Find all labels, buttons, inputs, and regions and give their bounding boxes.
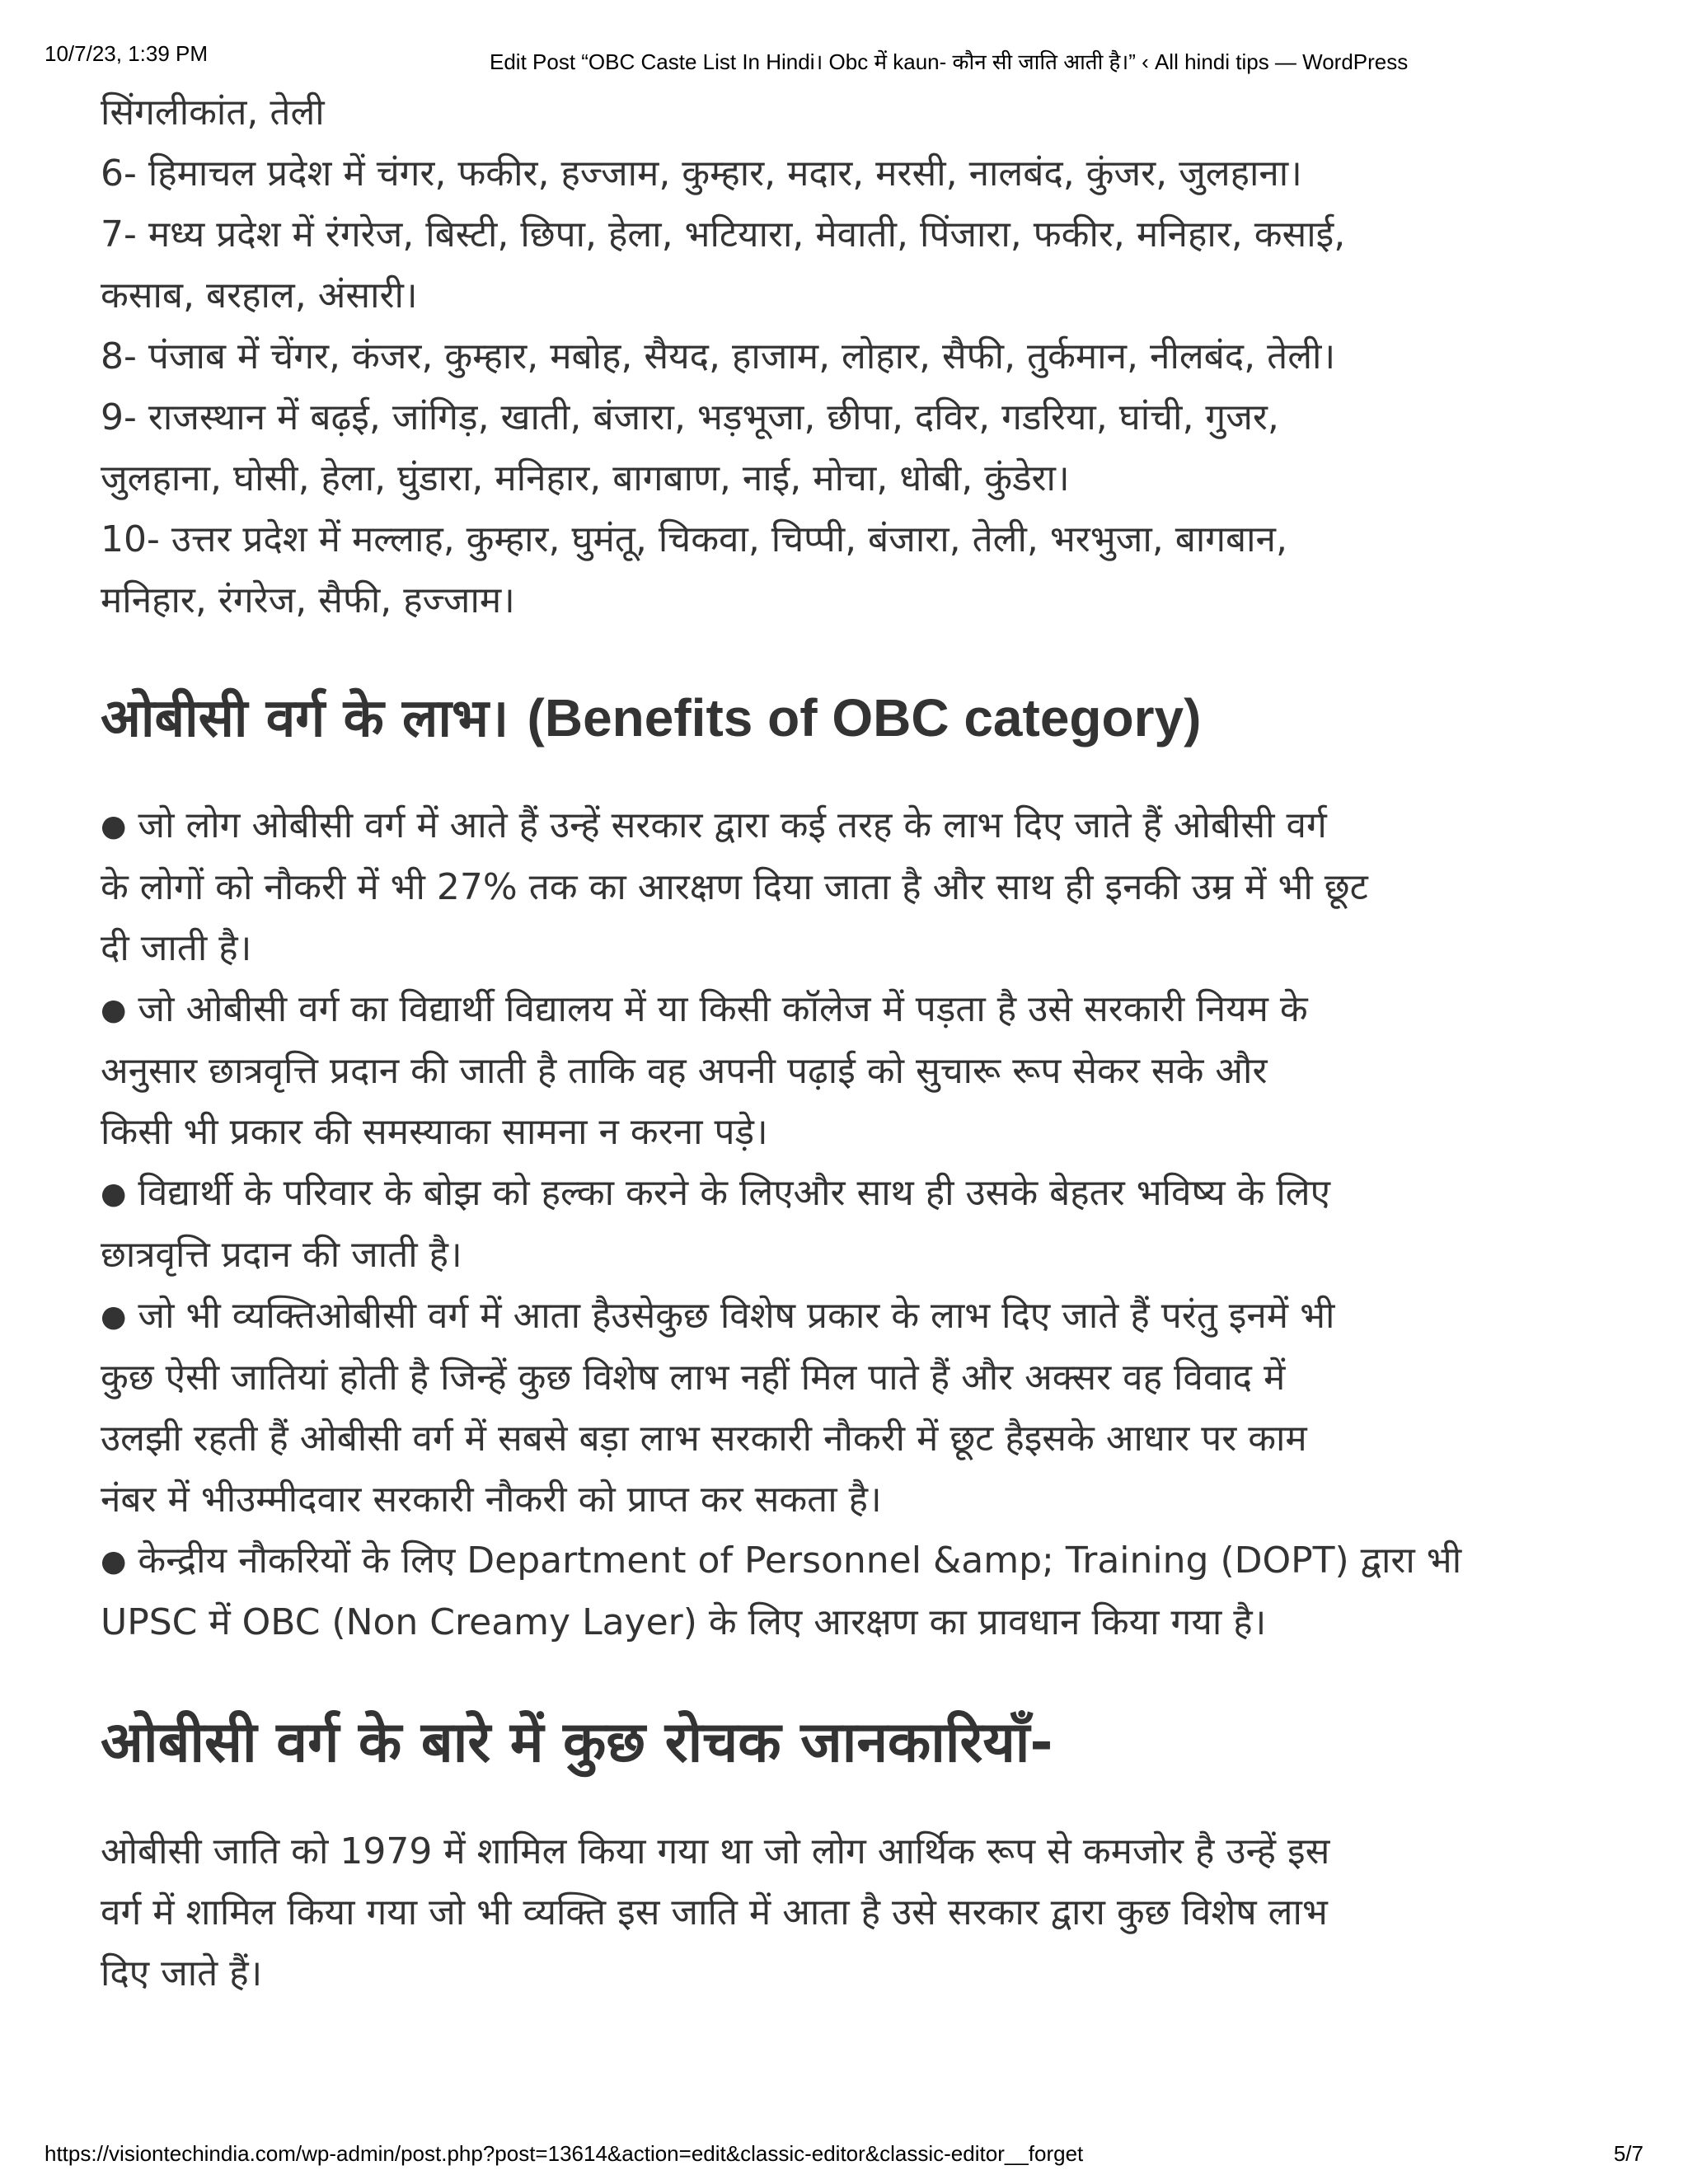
bullet-icon: ● (101, 1300, 127, 1333)
text-line: सिंगलीकांत, तेली (101, 91, 325, 134)
state-caste-list (101, 82, 1617, 631)
text-line: 7- मध्य प्रदेश में रंगरेज, बिस्टी, छिपा, हेला, भटियारा, मेवाती, पिंजारा, फकीर, मनिहार, कसाई, (101, 213, 1346, 255)
text-span: विद्यार्थी के परिवार के बोझ को हल्का करने के लिएऔर साथ ही उसके बेहतर भविष्य के लिए (138, 1172, 1330, 1214)
bullet-icon: ● (101, 993, 127, 1027)
text-line (101, 1286, 1617, 1347)
text-line (101, 1163, 1617, 1225)
text-line: वर्ग में शामिल किया गया जो भी व्यक्ति इस जाति में आता है उसे सरकार द्वारा कुछ विशेष लाभ (101, 1891, 1328, 1933)
text-line (101, 1530, 1617, 1592)
text-line: दिए जाते हैं। (101, 1952, 263, 1994)
text-line: अनुसार छात्रवृत्ति प्रदान की जाती है ताकि वह अपनी पढ़ाई को सुचारू रूप सेकर सके और (101, 1050, 1268, 1092)
list-item (101, 509, 1617, 631)
text-line: जुलहाना, घोसी, हेला, घुंडारा, मनिहार, बागबाण, नाई, मोचा, धोबी, कुंडेरा। (101, 457, 1070, 499)
text-line: ओबीसी जाति को 1979 में शामिल किया गया था जो लोग आर्थिक रूप से कमजोर है उन्हें इस (101, 1830, 1330, 1872)
facts-heading: ओबीसी वर्ग के बारे में कुछ रोचक जानकारियाँ- (101, 1710, 1053, 1775)
list-item (101, 979, 1617, 1163)
text-line (101, 979, 1617, 1041)
benefits-heading-hindi: ओबीसी वर्ग के लाभ। (101, 688, 509, 749)
post-content (101, 82, 1617, 2004)
text-line: नंबर में भीउम्मीदवार सरकारी नौकरी को प्राप्त कर सकता है। (101, 1479, 882, 1521)
list-item (101, 387, 1617, 509)
text-line: 8- पंजाब में चेंगर, कंजर, कुम्हार, मबोह, सैयद, हाजाम, लोहार, सैफी, तुर्कमान, नीलबंद, तेली। (101, 335, 1336, 377)
list-item (101, 204, 1617, 326)
text-line: किसी भी प्रकार की समस्याका सामना न करना पड़े। (101, 1111, 768, 1153)
text-line: कुछ ऐसी जातियां होती है जिन्हें कुछ विशेष लाभ नहीं मिल पाते हैं और अक्सर वह विवाद में (101, 1357, 1286, 1399)
print-header (45, 41, 1643, 74)
bullet-icon: ● (101, 1177, 127, 1211)
list-item (101, 1163, 1617, 1286)
list-item (101, 1530, 1617, 1653)
print-page-title: Edit Post “OBC Caste List In Hindi। Obc में kaun- कौन सी जाति आती है।” ‹ All hindi tips — WordPress (490, 49, 1409, 74)
text-line: 6- हिमाचल प्रदेश में चंगर, फकीर, हज्जाम, कुम्हार, मदार, मरसी, नालबंद, कुंजर, जुलहाना। (101, 152, 1302, 194)
benefits-list (101, 795, 1617, 1653)
benefits-heading (101, 681, 1617, 756)
text-line: 10- उत्तर प्रदेश में मल्लाह, कुम्हार, घुमंतू, चिकवा, चिप्पी, बंजारा, तेली, भरभुजा, बागबान, (101, 518, 1287, 560)
text-line: के लोगों को नौकरी में भी 27% तक का आरक्षण दिया जाता है और साथ ही इनकी उम्र में भी छूट (101, 866, 1368, 908)
list-item (101, 143, 1617, 204)
text-span: जो भी व्यक्तिओबीसी वर्ग में आता हैउसेकुछ विशेष प्रकार के लाभ दिए जाते हैं परंतु इनमें भी (138, 1295, 1335, 1337)
text-line: UPSC में OBC (Non Creamy Layer) के लिए आरक्षण का प्रावधान किया गया है। (101, 1601, 1267, 1643)
benefits-heading-english: (Benefits of OBC category) (527, 688, 1202, 748)
list-item (101, 795, 1617, 979)
page-number: 5/7 (1613, 2141, 1643, 2166)
text-span: जो ओबीसी वर्ग का विद्यार्थी विद्यालय में या किसी कॉलेज में पड़ता है उसे सरकारी नियम के (138, 988, 1308, 1030)
list-item (101, 1286, 1617, 1530)
print-datetime: 10/7/23, 1:39 PM (45, 41, 209, 66)
text-line: छात्रवृत्ति प्रदान की जाती है। (101, 1234, 462, 1276)
print-footer (45, 2141, 1643, 2169)
text-span: केन्द्रीय नौकरियों के लिए Department of Personnel &amp; Training (DOPT) द्वारा भी (138, 1540, 1462, 1582)
text-line: उलझी रहती हैं ओबीसी वर्ग में सबसे बड़ा लाभ सरकारी नौकरी में छूट हैइसके आधार पर काम (101, 1418, 1307, 1460)
text-span: जो लोग ओबीसी वर्ग में आते हैं उन्हें सरकार द्वारा कई तरह के लाभ दिए जाते हैं ओबीसी वर्ग (138, 804, 1327, 846)
text-line (101, 795, 1617, 857)
text-line: कसाब, बरहाल, अंसारी। (101, 274, 418, 316)
bullet-icon: ● (101, 809, 127, 843)
list-item (101, 82, 1617, 143)
bullet-icon: ● (101, 1544, 127, 1578)
text-line: 9- राजस्थान में बढ़ई, जांगिड़, खाती, बंजारा, भड़भूजा, छीपा, दविर, गडरिया, घांची, गुजर, (101, 396, 1279, 438)
list-item (101, 326, 1617, 387)
facts-paragraph (101, 1821, 1617, 2004)
print-url: https://visiontechindia.com/wp-admin/post.php?post=13614&action=edit&classic-editor&classic-editor__forget (45, 2141, 1084, 2166)
text-line: दी जाती है। (101, 927, 252, 969)
text-line: मनिहार, रंगरेज, सैफी, हज्जाम। (101, 579, 515, 621)
